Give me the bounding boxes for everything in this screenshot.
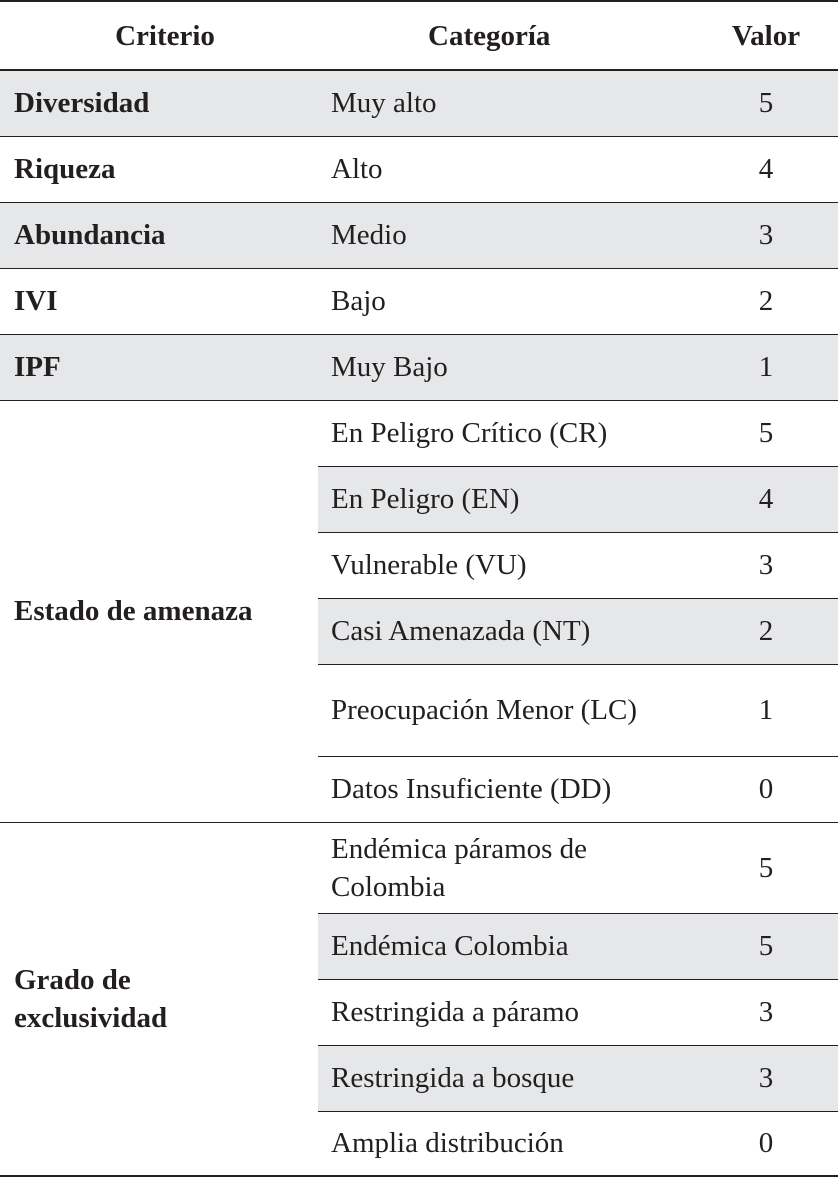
categoria-cell: Muy alto [318,70,674,136]
valor-cell: 0 [674,1111,838,1176]
valor-cell: 3 [674,979,838,1045]
valor-cell: 2 [674,598,838,664]
categoria-cell: Amplia distribución [318,1111,674,1176]
criterio-cell: IPF [0,334,318,400]
categoria-cell: Muy Bajo [318,334,674,400]
valor-cell: 3 [674,1045,838,1111]
valor-cell: 5 [674,400,838,466]
criterio-cell: IVI [0,268,318,334]
valor-cell: 5 [674,822,838,913]
categoria-cell: Bajo [318,268,674,334]
categoria-cell: Alto [318,136,674,202]
categoria-cell: Endémica Colombia [318,913,674,979]
categoria-cell: Restringida a bosque [318,1045,674,1111]
valor-cell: 5 [674,70,838,136]
header-valor: Valor [674,1,838,70]
categoria-cell: Medio [318,202,674,268]
table-row [0,400,838,466]
valor-cell: 3 [674,532,838,598]
valor-cell: 0 [674,756,838,822]
criterio-cell: Abundancia [0,202,318,268]
table-row [0,70,838,136]
categoria-cell: En Peligro (EN) [318,466,674,532]
criterio-cell-exclusividad: Grado de exclusividad [0,822,318,1176]
table-row [0,822,838,913]
criterio-cell-amenaza: Estado de amenaza [0,400,318,822]
valor-cell: 2 [674,268,838,334]
valor-cell: 5 [674,913,838,979]
table-row [0,268,838,334]
header-categoria: Categoría [318,1,674,70]
table-row [0,334,838,400]
categoria-cell: En Peligro Crítico (CR) [318,400,674,466]
categoria-cell: Casi Amenazada (NT) [318,598,674,664]
valor-cell: 4 [674,466,838,532]
criterio-cell: Diversidad [0,70,318,136]
categoria-cell: Datos Insuficiente (DD) [318,756,674,822]
categoria-cell: Vulnerable (VU) [318,532,674,598]
table-row [0,136,838,202]
header-row [0,1,838,70]
criterio-cell: Riqueza [0,136,318,202]
valor-cell: 3 [674,202,838,268]
valor-cell: 1 [674,664,838,756]
valor-cell: 4 [674,136,838,202]
categoria-cell: Restringida a páramo [318,979,674,1045]
categoria-cell: Preocupación Menor (LC) [318,664,674,756]
valor-cell: 1 [674,334,838,400]
categoria-cell: Endémica páramos de Colombia [318,822,674,913]
header-criterio: Criterio [0,1,318,70]
table-row [0,202,838,268]
